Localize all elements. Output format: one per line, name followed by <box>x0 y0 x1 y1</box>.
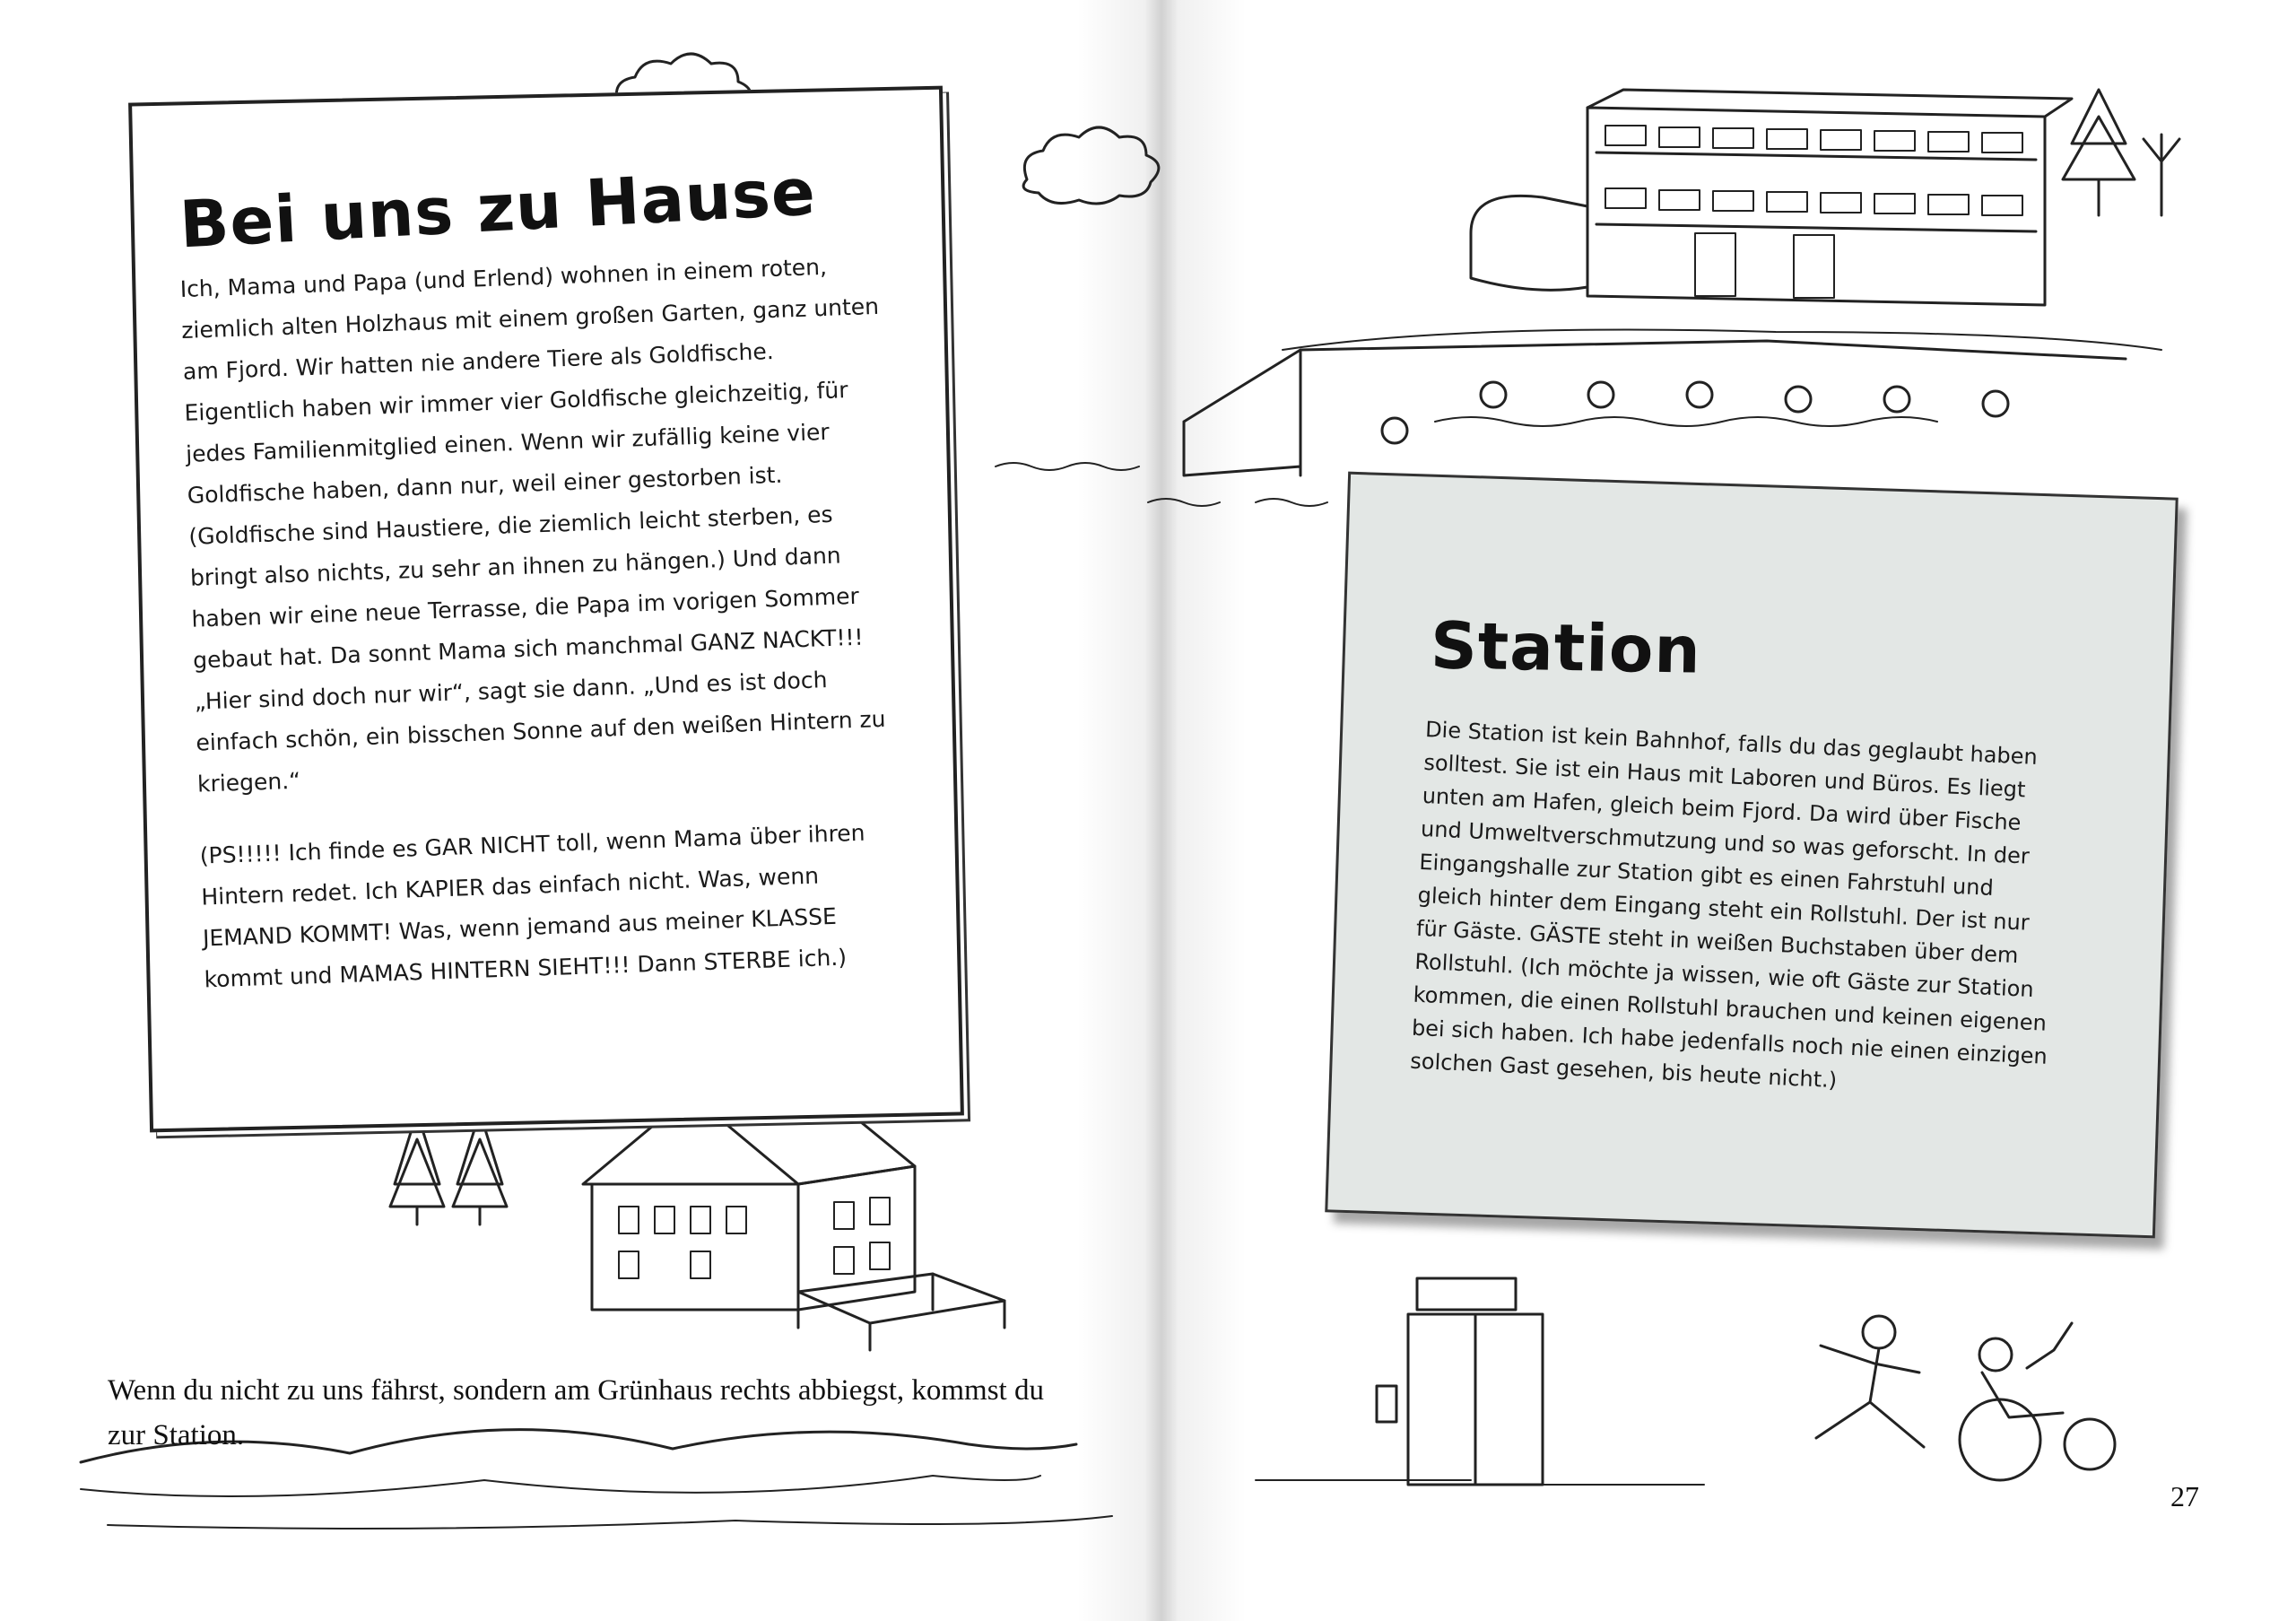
left-paragraph-2: (PS!!!!! Ich finde es GAR NICHT toll, wenn Mama über ihren Hintern redet. Ich KAPIER das einfach nicht. Was, wenn JEMAND KOMMT! Was, wenn jemand aus meiner KLASSE kommt und MAMAS HINTERN SIEHT!!! Dann STERBE ich.) <box>199 819 865 993</box>
right-page-title: Station <box>1430 607 1702 688</box>
left-page-footer: Wenn du nicht zu uns fährst, sondern am Grünhaus rechts abbiegst, kommst du zur Station. <box>108 1374 1044 1451</box>
right-page-body: Die Station ist kein Bahnhof, falls du das geglaubt haben solltest. Sie ist ein Haus mit Laboren und Büros. Es liegt unten am Hafen, gleich beim Fjord. Da wird über Fische und Umweltverschmutzung und so was geforscht. In der Eingangshalle zur Station gibt es einen Fahrstuhl und gleich hinter dem Eingang steht ein Rollstuhl. Der ist nur für Gäste. GÄSTE steht in weißen Buchstaben über dem Rollstuhl. (Ich möchte ja wissen, wie oft Gäste zur Station kommen, die einen Rollstuhl brauchen und keinen eigenen bei sich haben. Ich habe jedenfalls noch nie einen einzigen solchen Gast gesehen, bis heute nicht.) <box>1409 716 2048 1094</box>
book-gutter-shadow <box>1076 0 1247 1621</box>
left-page-body <box>179 244 914 1031</box>
left-page-title: Bei uns zu Hause <box>178 153 818 263</box>
left-paragraph-1: Ich, Mama und Papa (und Erlend) wohnen in einem roten, ziemlich alten Holzhaus mit einem großen Garten, ganz unten am Fjord. Wir hatten nie andere Tiere als Goldfische. Eigentlich haben wir immer vier Goldfische gleichzeitig, für jedes Familienmitglied einen. Wenn wir zufällig keine vier Goldfische haben, dann nur, weil einer gestorben ist. (Goldfische sind Haustiere, die ziemlich leicht sterben, es bringt also nichts, zu sehr an ihnen zu hängen.) Und dann haben wir eine neue Terrasse, die Papa im vorigen Sommer gebaut hat. Da sonnt Mama sich manchmal GANZ NACKT!!! „Hier sind doch nur wir“, sagt sie dann. „Und es ist doch einfach schön, ein bisschen Sonne auf den weißen Hintern zu kriegen.“ <box>179 253 886 797</box>
page-number: 27 <box>2170 1480 2199 1512</box>
